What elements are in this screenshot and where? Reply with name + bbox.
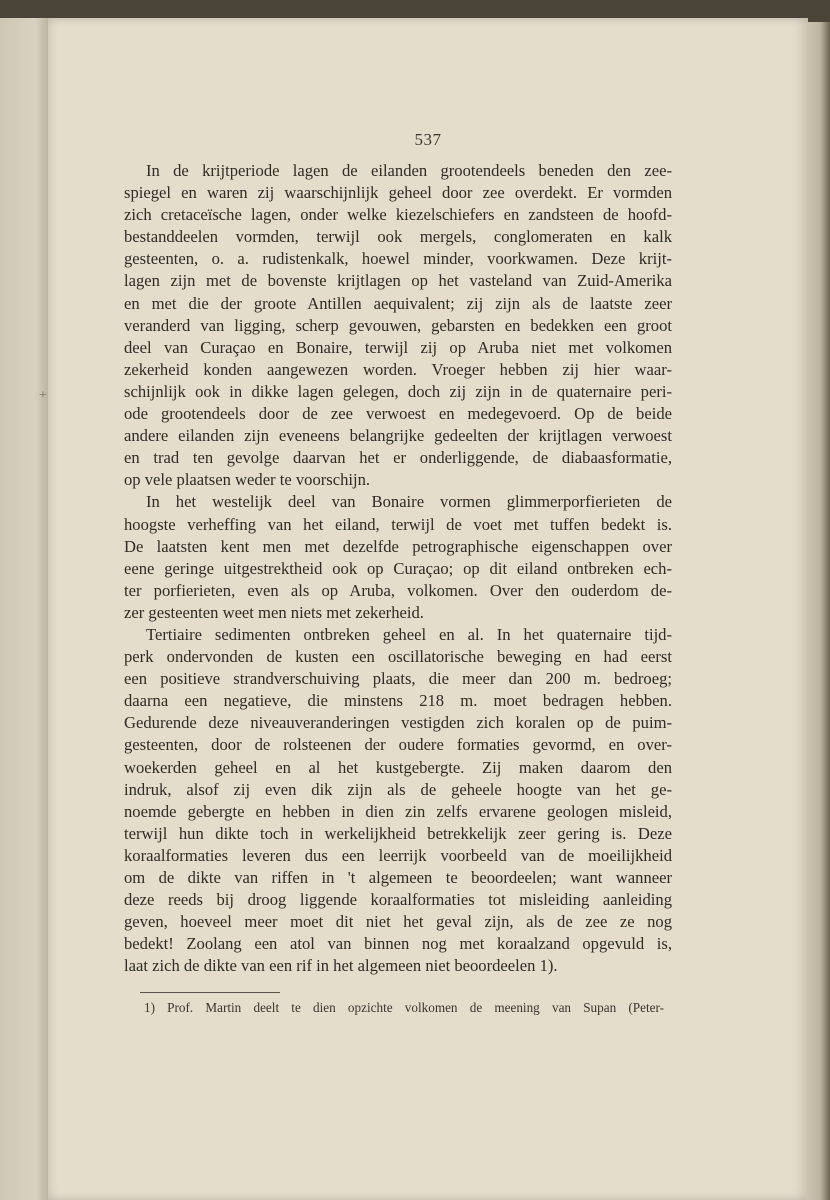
text-line: noemde gebergte en hebben in dien zin zelfs ervarene geologen misleid, (124, 801, 672, 821)
text-line: eene geringe uitgestrektheid ook op Curaçao; op dit eiland ontbreken ech- (124, 558, 672, 578)
text-line: schijnlijk ook in dikke lagen gelegen, doch zij zijn in de quaternaire peri- (124, 381, 672, 401)
text-line: een positieve strandverschuiving plaats, die meer dan 200 m. bedroeg; (124, 669, 672, 689)
text-line: zer gesteenten weet men niets met zekerheid. (124, 602, 424, 622)
paragraph (124, 160, 672, 491)
text-line: gesteenten, door de rolsteenen der oudere formaties gevormd, en over- (124, 735, 672, 755)
text-line: op vele plaatsen weder te voorschijn. (124, 470, 371, 490)
text-line: In de krijtperiode lagen de eilanden grootendeels beneden den zee- (146, 161, 672, 180)
text-line: en trad ten gevolge daarvan het er onderliggende, de diabaasformatie, (124, 448, 672, 468)
page-fore-edge (806, 22, 830, 1200)
text-line: lagen zijn met de bovenste krijtlagen op het vasteland van Zuid-Amerika (124, 271, 672, 291)
text-line: deel van Curaçao en Bonaire, terwijl zij op Aruba niet met volkomen (124, 337, 672, 357)
text-line: zekerheid konden aangewezen worden. Vroeger hebben zij hier waar- (124, 359, 672, 379)
text-line: koraalformaties leveren dus een leerrijk voorbeeld van de moeilijkheid (124, 845, 672, 865)
text-line: en met die der groote Antillen aequivalent; zij zijn als de laatste zeer (124, 293, 672, 313)
text-line: om de dikte van riffen in 't algemeen te beoordeelen; want wanneer (124, 868, 672, 887)
text-line: ode grootendeels door de zee verwoest en medegevoerd. Op de beide (124, 404, 672, 424)
page-number: 537 (414, 130, 442, 149)
text-line: In het westelijk deel van Bonaire vormen glimmerporfierieten de (146, 492, 672, 512)
facing-page-edge (0, 18, 50, 1200)
margin-mark: + (39, 388, 47, 403)
paragraph (124, 491, 672, 624)
text-line: bestanddeelen vormden, terwijl ook mergels, conglomeraten en kalk (124, 227, 672, 247)
text-line: spiegel en waren zij waarschijnlijk geheel door zee overdekt. Er vormden (124, 183, 672, 203)
paragraph (124, 624, 672, 978)
text-line: indruk, alsof zij even dik zijn als de geheele hoogte van het ge- (124, 779, 672, 799)
text-line: geven, hoeveel meer moet dit niet het geval zijn, als de zee ze nog (124, 912, 672, 932)
text-line: hoogste verheffing van het eiland, terwijl de voet met tuffen bedekt is. (124, 514, 672, 534)
text-line: Gedurende deze niveauveranderingen vestigden zich koralen op de puim- (124, 713, 672, 733)
text-line: ter porfierieten, even als op Aruba, volkomen. Over den ouderdom de- (124, 580, 672, 600)
text-line: daarna een negatieve, die minstens 218 m. moet bedragen hebben. (124, 691, 672, 711)
text-line: De laatsten kent men met dezelfde petrographische eigenschappen over (124, 536, 672, 556)
text-line: deze reeds bij droog liggende koraalformaties tot misleiding aanleiding (124, 890, 672, 910)
text-line: veranderd van ligging, scherp gevouwen, gebarsten en bedekken een groot (124, 315, 672, 335)
text-line: zich cretaceïsche lagen, onder welke kiezelschiefers en zandsteen de hoofd- (124, 205, 672, 225)
text-line: terwijl hun dikte toch in werkelijkheid betrekkelijk zeer gering is. Deze (124, 823, 672, 843)
text-line: woekerden geheel en al het kustgebergte. Zij maken daarom den (124, 757, 672, 777)
text-line: andere eilanden zijn eveneens belangrijke gedeelten der krijtlagen verwoest (124, 426, 672, 446)
text-line: laat zich de dikte van een rif in het algemeen niet beoordeelen 1). (124, 956, 558, 976)
footnote: 1) Prof. Martin deelt te dien opzichte volkomen de meening van Supan (Peter- (144, 1000, 664, 1015)
text-line: Tertiaire sedimenten ontbreken geheel en al. In het quaternaire tijd- (146, 624, 672, 644)
footnote-rule (140, 992, 280, 993)
text-line: gesteenten, o. a. rudistenkalk, hoewel minder, voorkwamen. Deze krijt- (124, 249, 672, 269)
text-line: bedekt! Zoolang een atol van binnen nog met koraalzand opgevuld is, (124, 934, 672, 954)
body-text (124, 160, 672, 977)
text-line: perk ondervonden de kusten een oscillatorische beweging en had eerst (124, 647, 672, 667)
